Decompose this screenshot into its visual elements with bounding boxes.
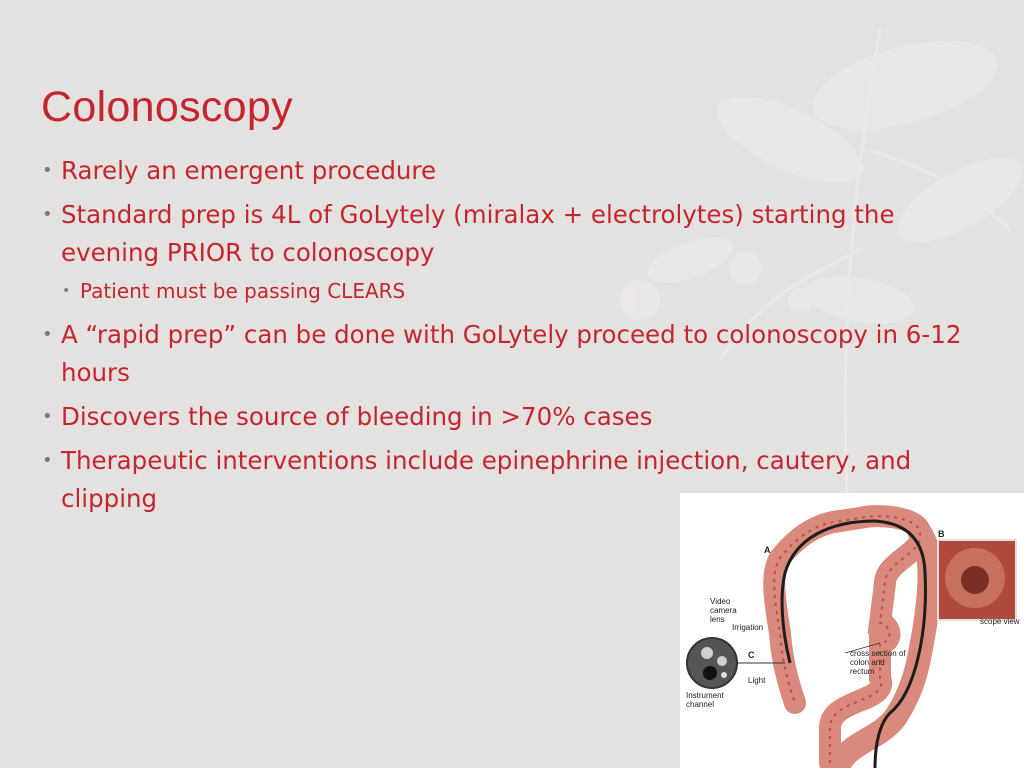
- figure-label-light: Light: [748, 676, 766, 685]
- figure-label-c: C: [748, 650, 755, 660]
- bullet-item: [42, 152, 982, 190]
- bullet-dot-icon: •: [42, 406, 53, 427]
- bullet-dot-icon: •: [42, 160, 53, 181]
- figure-label-instrument-channel: Instrument channel: [686, 691, 724, 709]
- bullet-text: Patient must be passing CLEARS: [80, 279, 406, 303]
- bullet-item: [42, 196, 982, 272]
- bullet-dot-icon: •: [42, 324, 53, 345]
- bullet-dot-icon: •: [42, 450, 53, 471]
- bullet-text: Standard prep is 4L of GoLytely (miralax + electrolytes) starting the evening PRIOR to colonoscopy: [61, 200, 895, 267]
- bullet-item: [42, 398, 982, 436]
- bullet-dot-icon: •: [42, 204, 53, 225]
- figure-label-irrigation: Irrigation: [732, 623, 764, 632]
- bullet-dot-icon: •: [62, 283, 71, 299]
- slide-title: Colonoscopy: [41, 83, 293, 131]
- figure-label-a: A: [764, 545, 771, 555]
- bullet-text: Therapeutic interventions include epinephrine injection, cautery, and clipping: [61, 446, 912, 513]
- figure-label-b: B: [938, 529, 945, 539]
- sub-bullet-item: [42, 276, 982, 306]
- figure-label-video-camera-lens: Video camera lens: [710, 597, 737, 624]
- figure-label-scope-view: scope view: [980, 617, 1020, 626]
- bullet-text: A “rapid prep” can be done with GoLytely proceed to colonoscopy in 6-12 hours: [61, 320, 962, 387]
- bullet-list: [42, 152, 982, 524]
- bullet-item: [42, 316, 982, 392]
- bullet-text: Discovers the source of bleeding in >70% cases: [61, 402, 653, 431]
- colonoscopy-illustration: [680, 493, 1024, 768]
- bullet-text: Rarely an emergent procedure: [61, 156, 437, 185]
- figure-label-cross-section: cross section of colon and rectum: [850, 649, 906, 676]
